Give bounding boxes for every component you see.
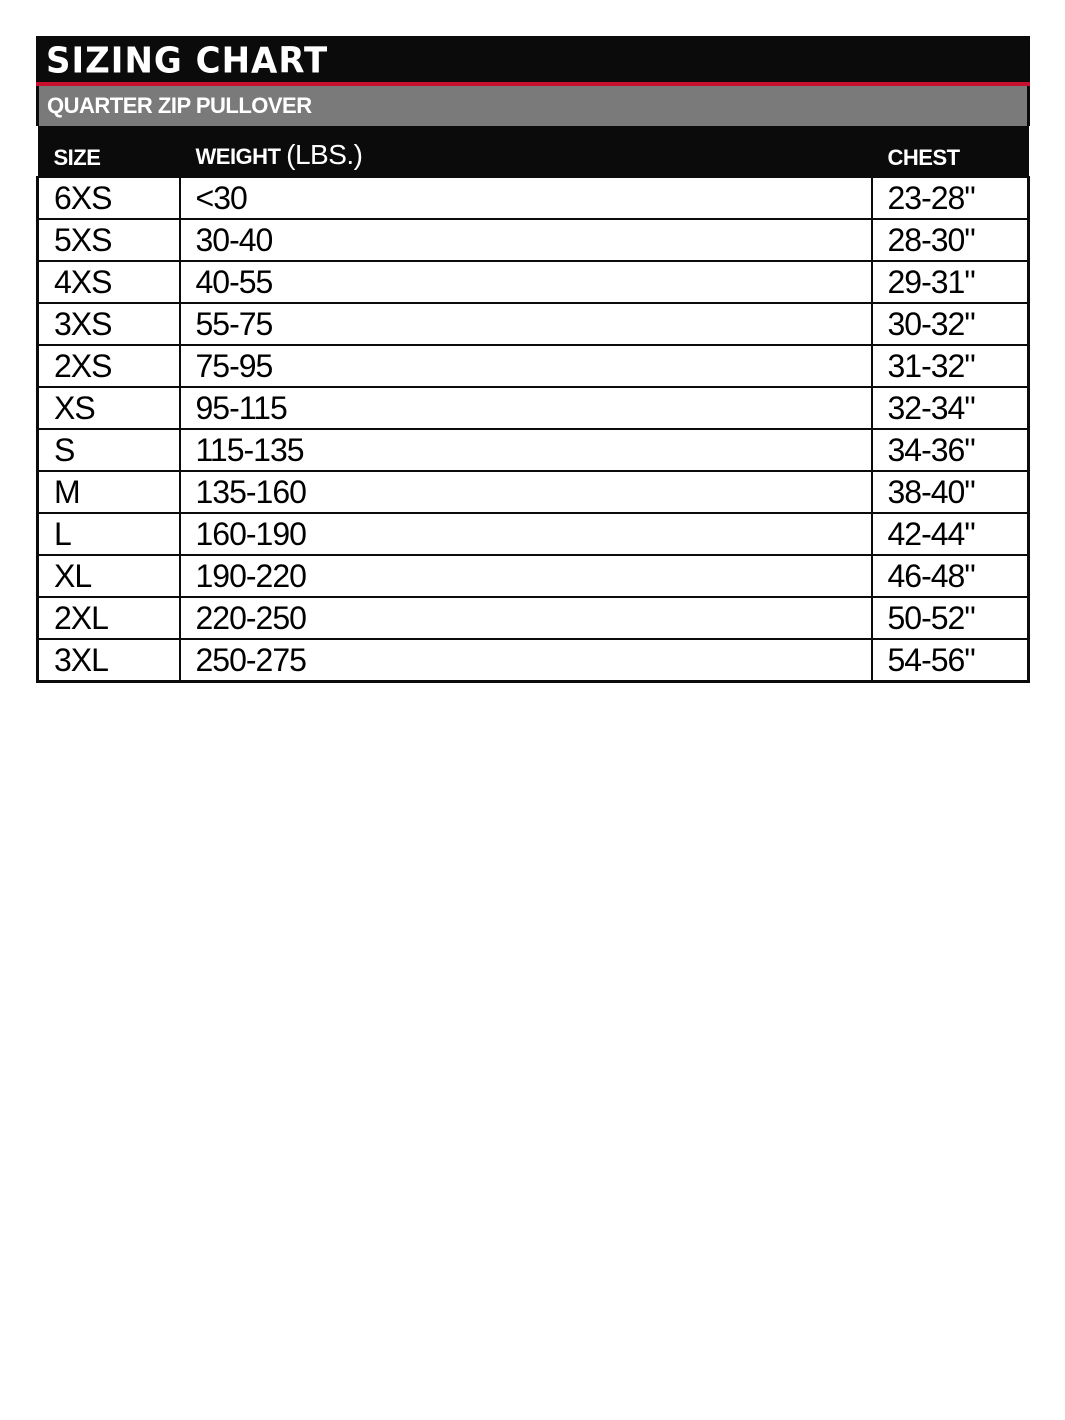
sizing-table [36,126,1030,683]
size-cell: 5XS [38,219,180,261]
chest-cell: 23-28" [872,177,1029,219]
table-row [38,639,1029,682]
chest-cell: 38-40" [872,471,1029,513]
weight-cell: 55-75 [180,303,872,345]
title-bar [36,36,1030,86]
subtitle-bar [36,86,1030,126]
table-row [38,429,1029,471]
header-row [38,126,1029,177]
weight-cell: 115-135 [180,429,872,471]
chest-header-label: CHEST [887,145,960,170]
sizing-chart [36,36,1030,683]
table-row [38,471,1029,513]
size-cell: XL [38,555,180,597]
table-row [38,513,1029,555]
column-header-chest [872,126,1029,177]
size-cell: M [38,471,180,513]
size-cell: S [38,429,180,471]
chest-cell: 50-52" [872,597,1029,639]
table-row [38,387,1029,429]
size-cell: 4XS [38,261,180,303]
size-cell: 6XS [38,177,180,219]
weight-cell: <30 [180,177,872,219]
weight-cell: 95-115 [180,387,872,429]
column-header-size [38,126,180,177]
chest-cell: 32-34" [872,387,1029,429]
table-row [38,345,1029,387]
size-cell: 2XL [38,597,180,639]
size-header-label: SIZE [53,145,101,170]
chest-cell: 29-31" [872,261,1029,303]
chart-title: SIZING CHART [46,40,329,82]
chest-cell: 46-48" [872,555,1029,597]
size-cell: 3XL [38,639,180,682]
chest-cell: 30-32" [872,303,1029,345]
table-header [38,126,1029,177]
chest-cell: 34-36" [872,429,1029,471]
table-row [38,555,1029,597]
size-cell: 3XS [38,303,180,345]
weight-cell: 40-55 [180,261,872,303]
size-cell: 2XS [38,345,180,387]
size-cell: L [38,513,180,555]
weight-unit-label: (LBS.) [286,139,363,170]
table-row [38,219,1029,261]
chest-cell: 54-56" [872,639,1029,682]
table-row [38,177,1029,219]
weight-cell: 220-250 [180,597,872,639]
column-header-weight [180,126,872,177]
weight-cell: 190-220 [180,555,872,597]
product-name: QUARTER ZIP PULLOVER [47,93,312,118]
size-cell: XS [38,387,180,429]
table-row [38,303,1029,345]
weight-header-label: WEIGHT [195,144,281,169]
weight-cell: 135-160 [180,471,872,513]
weight-cell: 160-190 [180,513,872,555]
table-body [38,177,1029,682]
table-row [38,597,1029,639]
weight-cell: 250-275 [180,639,872,682]
table-row [38,261,1029,303]
chest-cell: 31-32" [872,345,1029,387]
weight-cell: 30-40 [180,219,872,261]
chest-cell: 42-44" [872,513,1029,555]
chest-cell: 28-30" [872,219,1029,261]
weight-cell: 75-95 [180,345,872,387]
